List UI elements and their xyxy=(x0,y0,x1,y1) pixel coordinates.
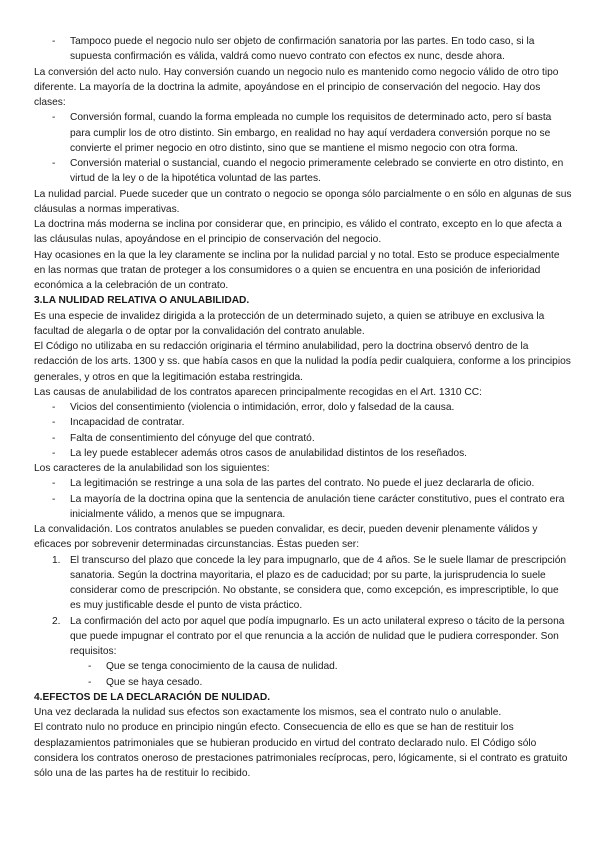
list-item: - La legitimación se restringe a una sola de las partes del contrato. No puede el juez declararla de oficio. xyxy=(70,476,572,491)
causas-list xyxy=(34,400,572,461)
list-item: - Conversión formal, cuando la forma empleada no cumple los requisitos de determinado acto, pero sí basta para cumplir los de otro distinto. Sin embargo, en realidad no hay aquí verdadera conversión porque no se convierte el primer negocio en otro distinto, sino que se mantiene el mismo negocio con otra forma. xyxy=(70,110,572,156)
paragraph: Es una especie de invalidez dirigida a la protección de un determinado sujeto, a quien se atribuye en exclusiva la facultad de alegarla o de optar por la convalidación del contrato anulable. xyxy=(34,310,545,337)
list-item: - Tampoco puede el negocio nulo ser objeto de confirmación sanatoria por las partes. En todo caso, si la supuesta confirmación es válida, valdrá como nuevo contrato con efectos ex nunc, desde ahora. xyxy=(70,34,572,65)
paragraph: El Código no utilizaba en su redacción originaria el término anulabilidad, pero la doctrina observó dentro de la redacción de los arts. 1300 y ss. que había casos en que la nulidad la podía pedir cualquiera, conforme a los principios generales, y otros en que la legitimación estaba restringida. xyxy=(34,341,571,383)
paragraph: Una vez declarada la nulidad sus efectos son exactamente los mismos, sea el contrato nulo o anulable. xyxy=(34,707,502,718)
list-item: - Incapacidad de contratar. xyxy=(70,415,572,430)
confirmation-list xyxy=(34,34,572,65)
caracteres-list xyxy=(34,476,572,522)
section-heading: 3.LA NULIDAD RELATIVA O ANULABILIDAD. xyxy=(34,295,250,307)
section-heading: 4.EFECTOS DE LA DECLARACIÓN DE NULIDAD. xyxy=(34,691,271,703)
list-item: - Vicios del consentimiento (violencia o intimidación, error, dolo y falsedad de la causa. xyxy=(70,400,572,415)
list-item: - Conversión material o sustancial, cuando el negocio primeramente celebrado se convierte en otro distinto, en virtud de la ley o de la hipotética voluntad de las partes. xyxy=(70,156,572,187)
convalidacion-list xyxy=(34,553,572,660)
item-number: 2. xyxy=(52,615,61,627)
convalidacion-intro: La convalidación. Los contratos anulables se pueden convalidar, es decir, pueden devenir plenamente válidos y eficaces por sobrevenir determinadas circunstancias. Éstas pueden ser: xyxy=(34,524,538,551)
list-item: - La ley puede establecer además otros casos de anulabilidad distintos de los reseñados. xyxy=(70,446,572,461)
numbered-item xyxy=(52,614,572,660)
paragraph: El contrato nulo no produce en principio ningún efecto. Consecuencia de ello es que se han de restituir los desplazamientos patrimoniales que se hubieran producido en virtud del contrato declarado nulo. El Código sólo considera los contratos oneroso de prestaciones patrimoniales recíprocas, pero, lógicamente, si el contrato es gratuito sólo una de las partes ha de restituir lo recibido. xyxy=(34,722,568,779)
paragraph: La nulidad parcial. Puede suceder que un contrato o negocio se oponga sólo parcialmente o en sólo en algunas de sus cláusulas a normas imperativas. xyxy=(34,188,572,215)
conversion-intro: La conversión del acto nulo. Hay conversión cuando un negocio nulo es mantenido como negocio válido de otro tipo diferente. La mayoría de la doctrina la admite, apoyándose en el principio de conservación del negocio. Hay dos clases: xyxy=(34,66,559,108)
item-text: La confirmación del acto por aquel que podía impugnarlo. Es un acto unilateral expreso o tácito de la persona que puede impugnar el contrato por el que renuncia a la acción de nulidad que le pudiera corresponder. Son requisitos: xyxy=(70,615,565,657)
list-item: - Falta de consentimiento del cónyuge del que contrató. xyxy=(70,431,572,446)
item-text: El transcurso del plazo que concede la ley para impugnarlo, que de 4 años. Se le suele llamar de prescripción sanatoria. Según la doctrina mayoritaria, el plazo es de caducidad; por su parte, la jurisprudencia lo suele considerar como de prescripción. No obstante, se considera que, como excepción, es imprescriptible, lo que es muy justificable desde el punto de vista práctico. xyxy=(70,554,567,612)
list-item: - Que se tenga conocimiento de la causa de nulidad. xyxy=(106,659,572,674)
list-item: - La mayoría de la doctrina opina que la sentencia de anulación tiene carácter constitutivo, pues el contrato era inicialmente válido, a menos que se impugnara. xyxy=(70,492,572,523)
requisitos-list xyxy=(34,659,572,690)
paragraph: La doctrina más moderna se inclina por considerar que, en principio, es válido el contrato, excepto en lo que afecta a las cláusulas nulas, apoyándose en el principio de conservación del negocio. xyxy=(34,219,562,246)
conversion-types-list xyxy=(34,110,572,186)
caracteres-intro: Los caracteres de la anulabilidad son los siguientes: xyxy=(34,463,270,474)
paragraph: Hay ocasiones en la que la ley claramente se inclina por la nulidad parcial y no total. Esto se produce especialmente en las normas que tratan de proteger a los consumidores o a quien se encuentra en una posición de inferioridad económica a la celebración de un contrato. xyxy=(34,249,560,291)
item-number: 1. xyxy=(52,554,61,566)
numbered-item xyxy=(52,553,572,614)
list-item: - Que se haya cesado. xyxy=(106,675,572,690)
causas-intro: Las causas de anulabilidad de los contratos aparecen principalmente recogidas en el Art. 1310 CC: xyxy=(34,386,482,398)
